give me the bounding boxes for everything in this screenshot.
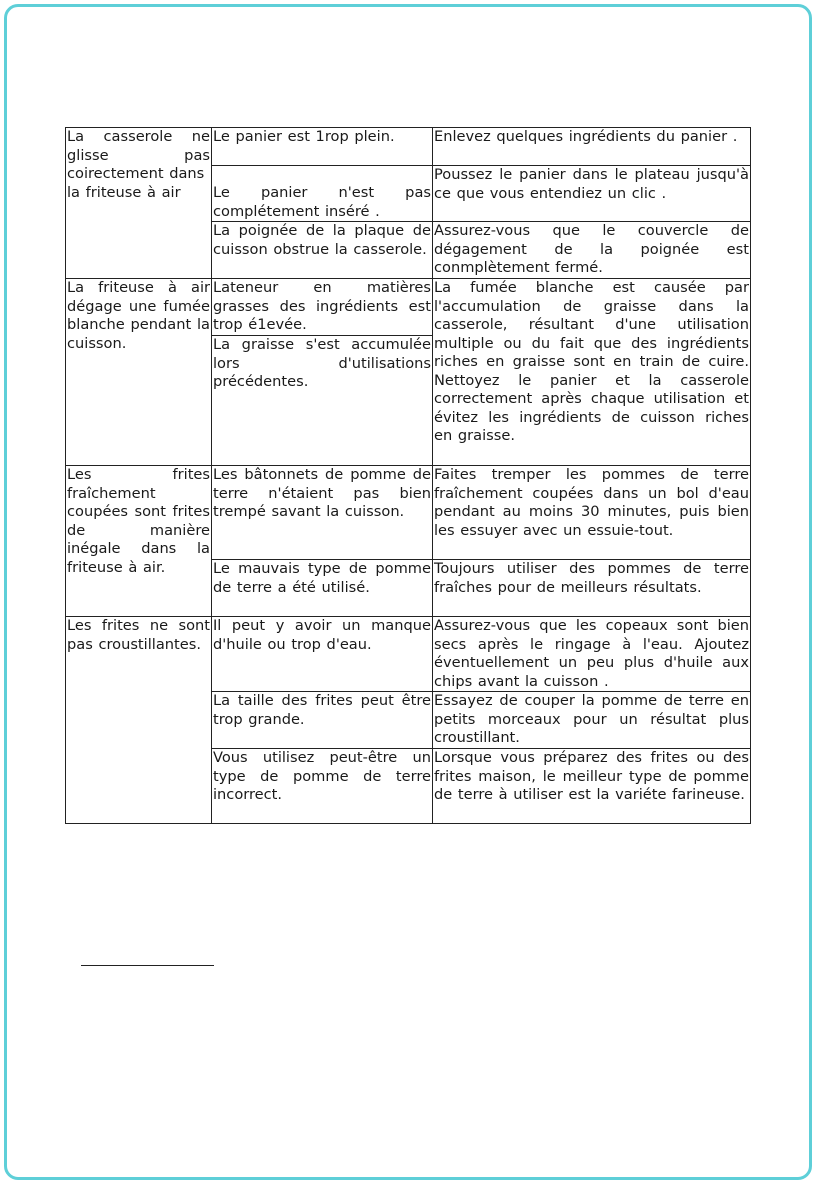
troubleshooting-table: [65, 127, 751, 824]
problem-cell: La friteuse à air dégage une fumée blanche pendant la cuisson.: [66, 279, 212, 466]
solution-cell: Faites tremper les pommes de terre fraîchement coupées dans un bol d'eau pendant au moins 30 minutes, puis bien les essuyer avec un essuie-tout.: [433, 466, 751, 560]
solution-cell: Essayez de couper la pomme de terre en petits morceaux pour un résultat plus croustillant.: [433, 692, 751, 749]
cause-cell: Le mauvais type de pomme de terre a été utilisé.: [212, 560, 433, 617]
solution-cell: Enlevez quelques ingrédients du panier .: [433, 128, 751, 166]
solution-cell: Assurez-vous que le couvercle de dégagement de la poignée est conmplètement fermé.: [433, 222, 751, 279]
solution-cell: Lorsque vous préparez des frites ou des frites maison, le meilleur type de pomme de terre à utiliser est la variéte farineuse.: [433, 749, 751, 824]
table-row: [66, 466, 751, 560]
solution-cell: La fumée blanche est causée par l'accumulation de graisse dans la casserole, résultant d'une utilisation multiple ou du fait que des ingrédients riches en graisse sont en train de cuire. Nettoyez le panier et la casserole correctement après chaque utilisation et évitez les ingrédients de cuisson riches en graisse.: [433, 279, 751, 466]
cause-cell: La graisse s'est accumulée lors d'utilisations précédentes.: [212, 336, 433, 466]
cause-cell: Le panier est 1rop plein.: [212, 128, 433, 166]
solution-cell: Poussez le panier dans le plateau jusqu'à ce que vous entendiez un clic .: [433, 166, 751, 222]
cause-cell: Les bâtonnets de pomme de terre n'étaient pas bien trempé savant la cuisson.: [212, 466, 433, 560]
cause-cell: Lateneur en matières grasses des ingrédients est trop é1evée.: [212, 279, 433, 336]
problem-cell: Les frites ne sont pas croustillantes.: [66, 617, 212, 824]
cause-cell: La poignée de la plaque de cuisson obstrue la casserole.: [212, 222, 433, 279]
table-row: [66, 128, 751, 166]
cause-cell: Le panier n'est pas complétement inséré .: [212, 166, 433, 222]
underline-divider: [81, 965, 214, 966]
cause-cell: Il peut y avoir un manque d'huile ou trop d'eau.: [212, 617, 433, 692]
table-row: [66, 279, 751, 336]
problem-cell: La casserole ne glisse pas coirectement dans la friteuse à air: [66, 128, 212, 279]
table-row: [66, 617, 751, 692]
problem-cell: Les frites fraîchement coupées sont frites de manière inégale dans la friteuse à air.: [66, 466, 212, 617]
solution-cell: Toujours utiliser des pommes de terre fraîches pour de meilleurs résultats.: [433, 560, 751, 617]
cause-cell: Vous utilisez peut-être un type de pomme de terre incorrect.: [212, 749, 433, 824]
cause-cell: La taille des frites peut être trop grande.: [212, 692, 433, 749]
solution-cell: Assurez-vous que les copeaux sont bien secs après le ringage à l'eau. Ajoutez éventuellement un peu plus d'huile aux chips avant la cuisson .: [434, 617, 749, 690]
